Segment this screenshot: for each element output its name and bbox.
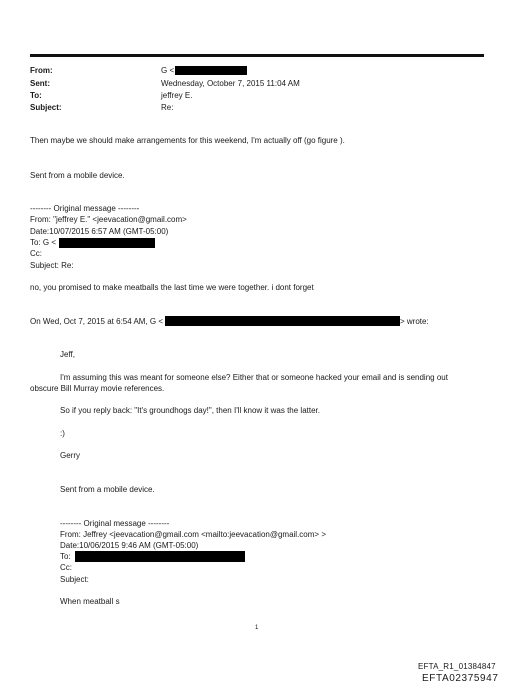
bates-stamp-primary: EFTA_R1_01384847 xyxy=(418,662,496,671)
to-label: To: xyxy=(30,91,42,100)
quote-sent-from: Sent from a mobile device. xyxy=(60,485,155,494)
quote-para1-line1: I'm assuming this was meant for someone else? Either that or someone hacked your email and is sending out xyxy=(60,373,448,382)
original-message-divider: -------- Original message -------- xyxy=(30,204,140,213)
signature: Gerry xyxy=(60,451,80,460)
orig1-date: Date:10/07/2015 6:57 AM (GMT-05:00) xyxy=(30,227,169,236)
header-rule xyxy=(30,54,484,57)
orig1-subject: Subject: Re: xyxy=(30,261,74,270)
to-value: jeffrey E. xyxy=(161,91,193,100)
quote-para1-line2: obscure Bill Murray movie references. xyxy=(30,384,165,393)
redaction-box xyxy=(165,316,400,326)
orig1-message: no, you promised to make meatballs the last time we were together. i dont forget xyxy=(30,283,314,292)
wrote-suffix: > wrote: xyxy=(400,317,429,326)
wrote-prefix: On Wed, Oct 7, 2015 at 6:54 AM, G < xyxy=(30,317,164,326)
from-label: From: xyxy=(30,66,53,75)
sent-from-line: Sent from a mobile device. xyxy=(30,171,125,180)
orig1-from: From: "jeffrey E." <jeevacation@gmail.com> xyxy=(30,215,187,224)
orig2-message: When meatball s xyxy=(60,597,120,606)
orig2-cc: Cc: xyxy=(60,563,72,572)
sent-label: Sent: xyxy=(30,79,50,88)
orig2-subject: Subject: xyxy=(60,575,89,584)
orig2-date: Date:10/06/2015 9:46 AM (GMT-05:00) xyxy=(60,541,199,550)
from-value: G < xyxy=(161,66,175,75)
sent-value: Wednesday, October 7, 2015 11:04 AM xyxy=(161,79,300,88)
smiley: :) xyxy=(60,429,65,438)
redaction-box xyxy=(59,238,155,248)
redaction-box xyxy=(75,551,245,562)
page-number: 1 xyxy=(255,625,259,631)
subject-label: Subject: xyxy=(30,103,62,112)
greeting: Jeff, xyxy=(60,350,75,359)
orig2-to: To: xyxy=(60,552,71,561)
quote-para2: So if you reply back: "It's groundhogs day!", then I'll know it was the latter. xyxy=(60,406,320,415)
redaction-box xyxy=(175,66,247,75)
subject-value: Re: xyxy=(161,103,174,112)
orig1-to: To: G < xyxy=(30,238,57,247)
bates-stamp-secondary: EFTA02375947 xyxy=(422,673,499,684)
orig2-from: From: Jeffrey <jeevacation@gmail.com <mailto:jeevacation@gmail.com> > xyxy=(60,530,326,539)
message-line: Then maybe we should make arrangements for this weekend, I'm actually off (go figure ). xyxy=(30,136,345,145)
original-message-divider: -------- Original message -------- xyxy=(60,519,170,528)
orig1-cc: Cc: xyxy=(30,249,42,258)
